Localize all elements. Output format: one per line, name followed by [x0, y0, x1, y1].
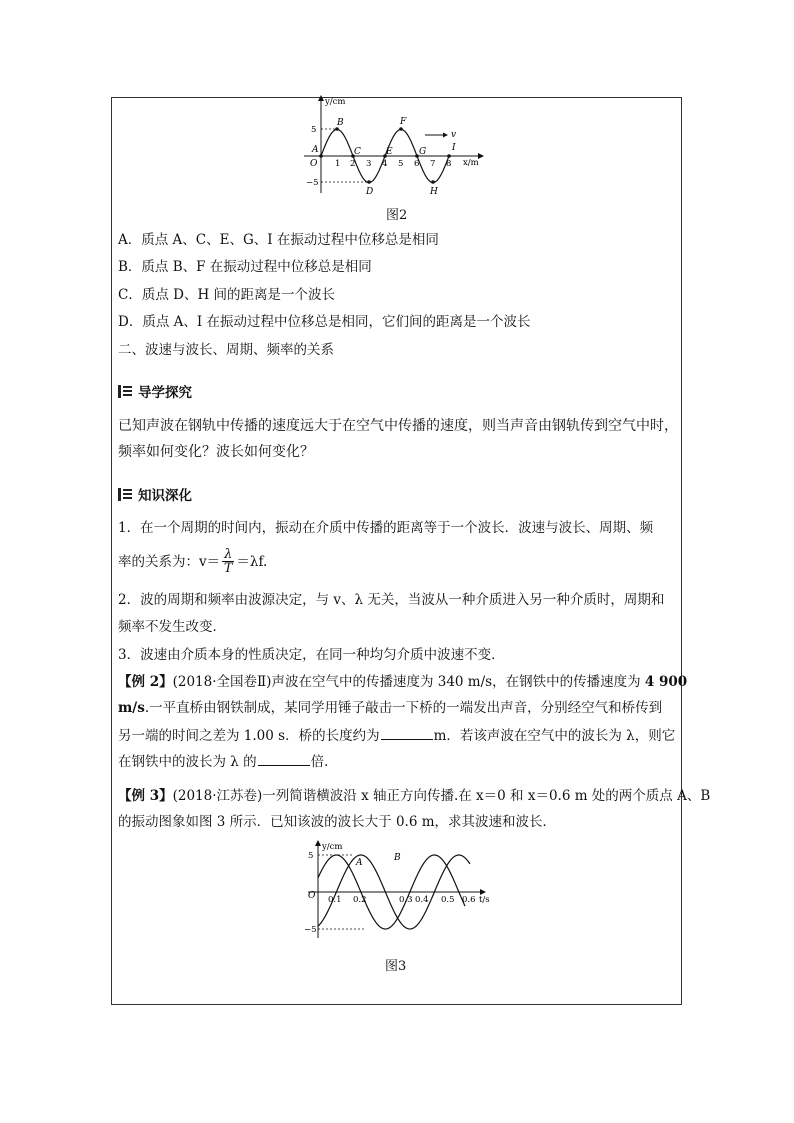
example-2-text-3b: m．若该声波在空气中的波长为 λ，则它: [433, 728, 676, 744]
knowledge-heading-text: 知识深化: [138, 488, 192, 504]
example-2-text-1: (2018·全国卷Ⅱ)声波在空气中的传播速度为 340 m/s，在钢铁中的传播速度为: [172, 674, 645, 690]
option-d: D．质点 A、I 在振动过程中位移总是相同，它们间的距离是一个波长: [118, 314, 531, 330]
section-bars-icon: [118, 488, 132, 501]
fig3-xtick-0-1: 0.1: [328, 895, 342, 905]
example-3-tag: 【例 3】: [118, 788, 173, 804]
fig2-xtick-3: 3: [366, 159, 372, 169]
answer-blank-2[interactable]: [258, 751, 310, 766]
fig2-point-c-label: C: [354, 147, 361, 157]
fig3-xtick-0-6: 0.6: [462, 895, 476, 905]
figure-3-graph: [296, 838, 506, 941]
example-3-line1: [118, 786, 710, 806]
knowledge-p1-line1: 1．在一个周期的时间内，振动在介质中传播的距离等于一个波长．波速与波长、周期、频: [118, 520, 654, 536]
fig3-xtick-0-3: 0.3: [399, 895, 413, 905]
example-2-line4: [118, 751, 338, 772]
knowledge-p3: 3．波速由介质本身的性质决定，在同一种均匀介质中波速不变．: [118, 647, 505, 663]
section-2-title: 二、波速与波长、周期、频率的关系: [118, 342, 334, 358]
example-2-text-4b: 倍．: [310, 754, 338, 770]
fig2-point-g-label: G: [419, 147, 427, 157]
option-a: A．质点 A、C、E、G、I 在振动过程中位移总是相同: [118, 232, 439, 248]
fig2-xtick-2: 2: [350, 159, 356, 169]
fig2-point-f-dot: [399, 127, 403, 131]
fig2-point-i-label: I: [452, 143, 456, 153]
fig2-ytick-neg5: −5: [306, 178, 319, 188]
option-b: B．质点 B、F 在振动过程中位移总是相同: [118, 259, 372, 275]
fig2-point-a-dot: [319, 154, 323, 158]
fig3-x-label: t/s: [479, 895, 490, 905]
example-2-speed-bold: 4 900: [644, 674, 688, 690]
fig2-xtick-7: 7: [430, 159, 436, 169]
fig3-curve-a-label: A: [356, 858, 363, 868]
example-2-text-3a: 另一端的时间之差为 1.00 s．桥的长度约为: [118, 728, 380, 744]
fig2-xtick-6: 6: [414, 159, 420, 169]
fig2-point-e-label: E: [386, 147, 393, 157]
fig2-x-label: x/m: [463, 158, 479, 168]
fig2-xtick-1: 1: [335, 159, 341, 169]
fig3-xtick-0-4: 0.4: [415, 895, 429, 905]
fig2-point-d-dot: [367, 180, 371, 184]
knowledge-p1-line2: [118, 548, 267, 575]
fig2-xtick-8: 8: [446, 159, 452, 169]
answer-blank-1[interactable]: [381, 725, 433, 740]
example-2-tag: 【例 2】: [118, 674, 173, 690]
knowledge-formula-suffix: ＝λf.: [236, 553, 268, 570]
fig2-y-label: y/cm: [325, 97, 346, 107]
fig2-y-arrow: [318, 95, 324, 101]
fig3-curve-b-label: B: [394, 853, 401, 863]
lambda-over-t-fraction: [222, 548, 234, 575]
knowledge-p2-line1: 2．波的周期和频率由波源决定，与 v、λ 无关，当波从一种介质进入另一种介质时，周期和: [118, 592, 665, 608]
fig2-x-arrow: [478, 153, 484, 159]
fig2-origin: O: [310, 159, 318, 169]
example-3-line2: 的振动图象如图 3 所示．已知该波的波长大于 0.6 m，求其波速和波长．: [118, 814, 557, 830]
fig3-origin: O: [308, 891, 316, 901]
knowledge-p2-line2: 频率不发生改变．: [118, 619, 226, 635]
fig2-xtick-5: 5: [398, 159, 404, 169]
example-3-text-1: (2018·江苏卷)一列简谐横波沿 x 轴正方向传播.在 x＝0 和 x＝0.6 m 处的两个质点 A、B: [172, 788, 711, 804]
example-2-text-4a: 在钢铁中的波长为 λ 的: [118, 754, 257, 770]
fig2-point-d-label: D: [366, 187, 374, 197]
fig3-y-arrow: [315, 840, 321, 846]
fig2-xtick-4: 4: [382, 159, 388, 169]
fig2-v-label: v: [451, 130, 457, 140]
fig2-point-h-dot: [431, 180, 435, 184]
guide-heading-text: 导学探究: [138, 385, 192, 401]
fig2-point-b-label: B: [337, 118, 344, 128]
fig2-point-i-dot: [447, 154, 451, 158]
guide-heading: [118, 381, 192, 401]
example-2-line2: [118, 698, 662, 718]
fraction-numerator: λ: [224, 547, 233, 562]
guide-line-2: 频率如何变化？波长如何变化？: [118, 444, 314, 460]
figure-3-caption: 图3: [385, 959, 407, 974]
fig3-y-label: y/cm: [322, 842, 343, 852]
knowledge-heading: [118, 484, 192, 504]
fig2-point-a-label: A: [312, 145, 319, 155]
fig2-v-arrow-head: [443, 133, 448, 138]
fig2-point-f-label: F: [400, 117, 407, 127]
option-c: C．质点 D、H 间的距离是一个波长: [118, 287, 336, 303]
knowledge-formula-prefix: 率的关系为：v＝: [118, 553, 221, 570]
example-2-text-2: .一平直桥由钢铁制成，某同学用锤子敲击一下桥的一端发出声音，分别经空气和桥传到: [144, 700, 663, 716]
fig3-ytick-neg5: −5: [304, 925, 317, 935]
fig3-xtick-0-2: 0.2: [353, 895, 367, 905]
fig3-ytick-5: 5: [308, 851, 314, 861]
example-2-unit-bold: m/s: [118, 700, 145, 716]
figure-2-graph: [300, 93, 500, 198]
figure-2-caption: 图2: [386, 208, 408, 223]
fig2-point-h-label: H: [430, 187, 438, 197]
guide-line-1: 已知声波在钢轨中传播的速度远大于在空气中传播的速度，则当声音由钢轨传到空气中时，: [118, 418, 678, 434]
fig3-xtick-0-5: 0.5: [441, 895, 455, 905]
fig2-ytick-5: 5: [311, 125, 317, 135]
example-2-line1: [118, 672, 687, 692]
example-2-line3: [118, 725, 675, 746]
section-bars-icon: [118, 385, 132, 398]
fraction-denominator: T: [223, 561, 233, 576]
